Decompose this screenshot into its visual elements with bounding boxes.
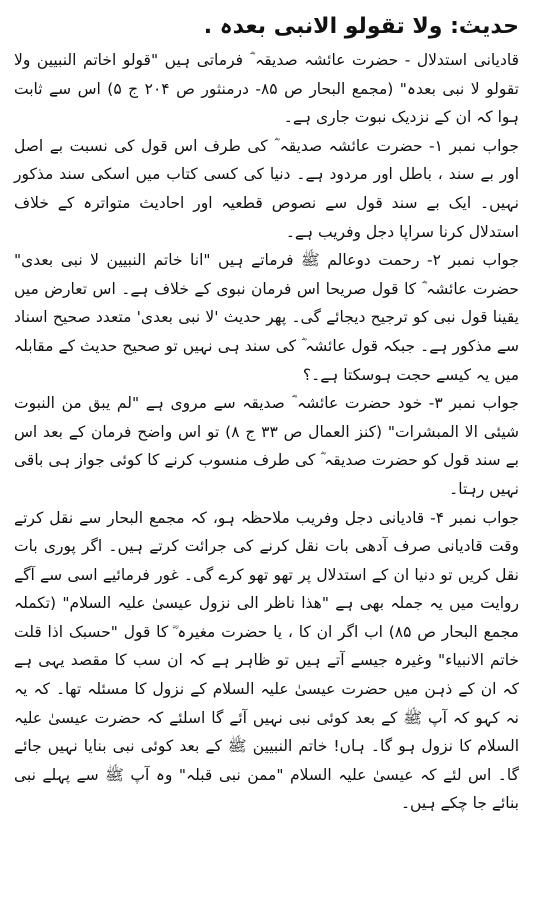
- page-title: حدیث: ولا تقولو الانبی بعدہ .: [203, 14, 519, 39]
- answer-2-paragraph: جواب نمبر ۲- رحمت دوعالم ﷺ فرماتے ہیں "انا خاتم النبیین لا نبی بعدی" حضرت عائشہ ؓ کا قول صریحا اس فرمان نبوی کے خلاف ہے۔ اس تعارض میں یقینا قول نبی کو ترجیح دیجائے گی۔ پھر حدیث 'لا نبی بعدی' متعدد صحیح اسناد سے مذکور ہے۔ جبکہ قول عائشہ ؓ کی سند ہی نہیں تو صحیح حدیث کے مقابلہ میں یہ کیسے حجت ہوسکتا ہے۔؟: [14, 251, 519, 384]
- qadiani-argument-paragraph: قادیانی استدلال - حضرت عائشہ صدیقہ ؓ فرماتی ہیں "قولو اخاتم النبیین ولا تقولو لا نبی بعدہ" (مجمع البحار ص ۸۵- درمنثور ص ۲۰۴ ج ۵) اس سے ثابت ہوا کہ ان کے نزدیک نبوت جاری ہے۔: [14, 51, 519, 127]
- answer-3-paragraph: جواب نمبر ۳- خود حضرت عائشہ ؓ صدیقہ سے مروی ہے "لم یبق من النبوت شیئی الا المبشرات" (کنز العمال ص ۳۳ ج ۸) تو اس واضح فرمان کے بعد اس بے سند قول کو حضرت صدیقہ ؓ کی طرف منسوب کرنے کا کوئی جواز ہی باقی نہیں رہتا۔: [14, 394, 520, 498]
- answer-4-paragraph: جواب نمبر ۴- قادیانی دجل وفریب ملاحظہ ہو، کہ مجمع البحار سے نقل کرتے وقت قادیانی صرف آدھی بات نقل کرنے کی جرائت کرتے ہیں۔ اگر پوری بات نقل کریں تو دنیا ان کے استدلال پر تھو تھو کرے گی۔ غور فرمائیے اسی سے آگے روایت میں یہ جملہ بھی ہے "ھذا ناظر الی نزول عیسیٰ علیہ السلام" (تکملہ مجمع البحار ص ۸۵) اب اگر ان کا ، یا حضرت مغیرہ ؓ کا قول "حسبک اذا قلت خاتم الانبیاء" وغیرہ جیسے آتے ہیں تو ظاہر ہے کہ ان سب کا مقصد یہی ہے کہ ان کے ذہن میں حضرت عیسیٰ علیہ السلام کے نزول کا مسئلہ تھا۔ کہ یہ نہ کہو کہ آپ ﷺ کے بعد کوئی نبی نہیں آئے گا اسلئے کہ حضرت عیسیٰ علیہ السلام کا نزول ہو گا۔ ہاں! خاتم النبیین ﷺ کے بعد کوئی نبی بنایا نہیں جائے گا۔ اس لئے کہ عیسیٰ علیہ السلام "ممن نبی قبلہ" وہ آپ ﷺ سے پہلے نبی بنائے جا چکے ہیں۔: [14, 508, 519, 813]
- answer-1-paragraph: جواب نمبر ۱- حضرت عائشہ صدیقہ ؓ کی طرف اس قول کی نسبت بے اصل اور بے سند ، باطل اور مردود ہے۔ دنیا کی کسی کتاب میں اسکی سند مذکور نہیں۔ ایک بے سند قول سے نصوص قطعیہ اور احادیث متواترہ کے خلاف استدلال کرنا سراپا دجل وفریب ہے۔: [14, 136, 519, 241]
